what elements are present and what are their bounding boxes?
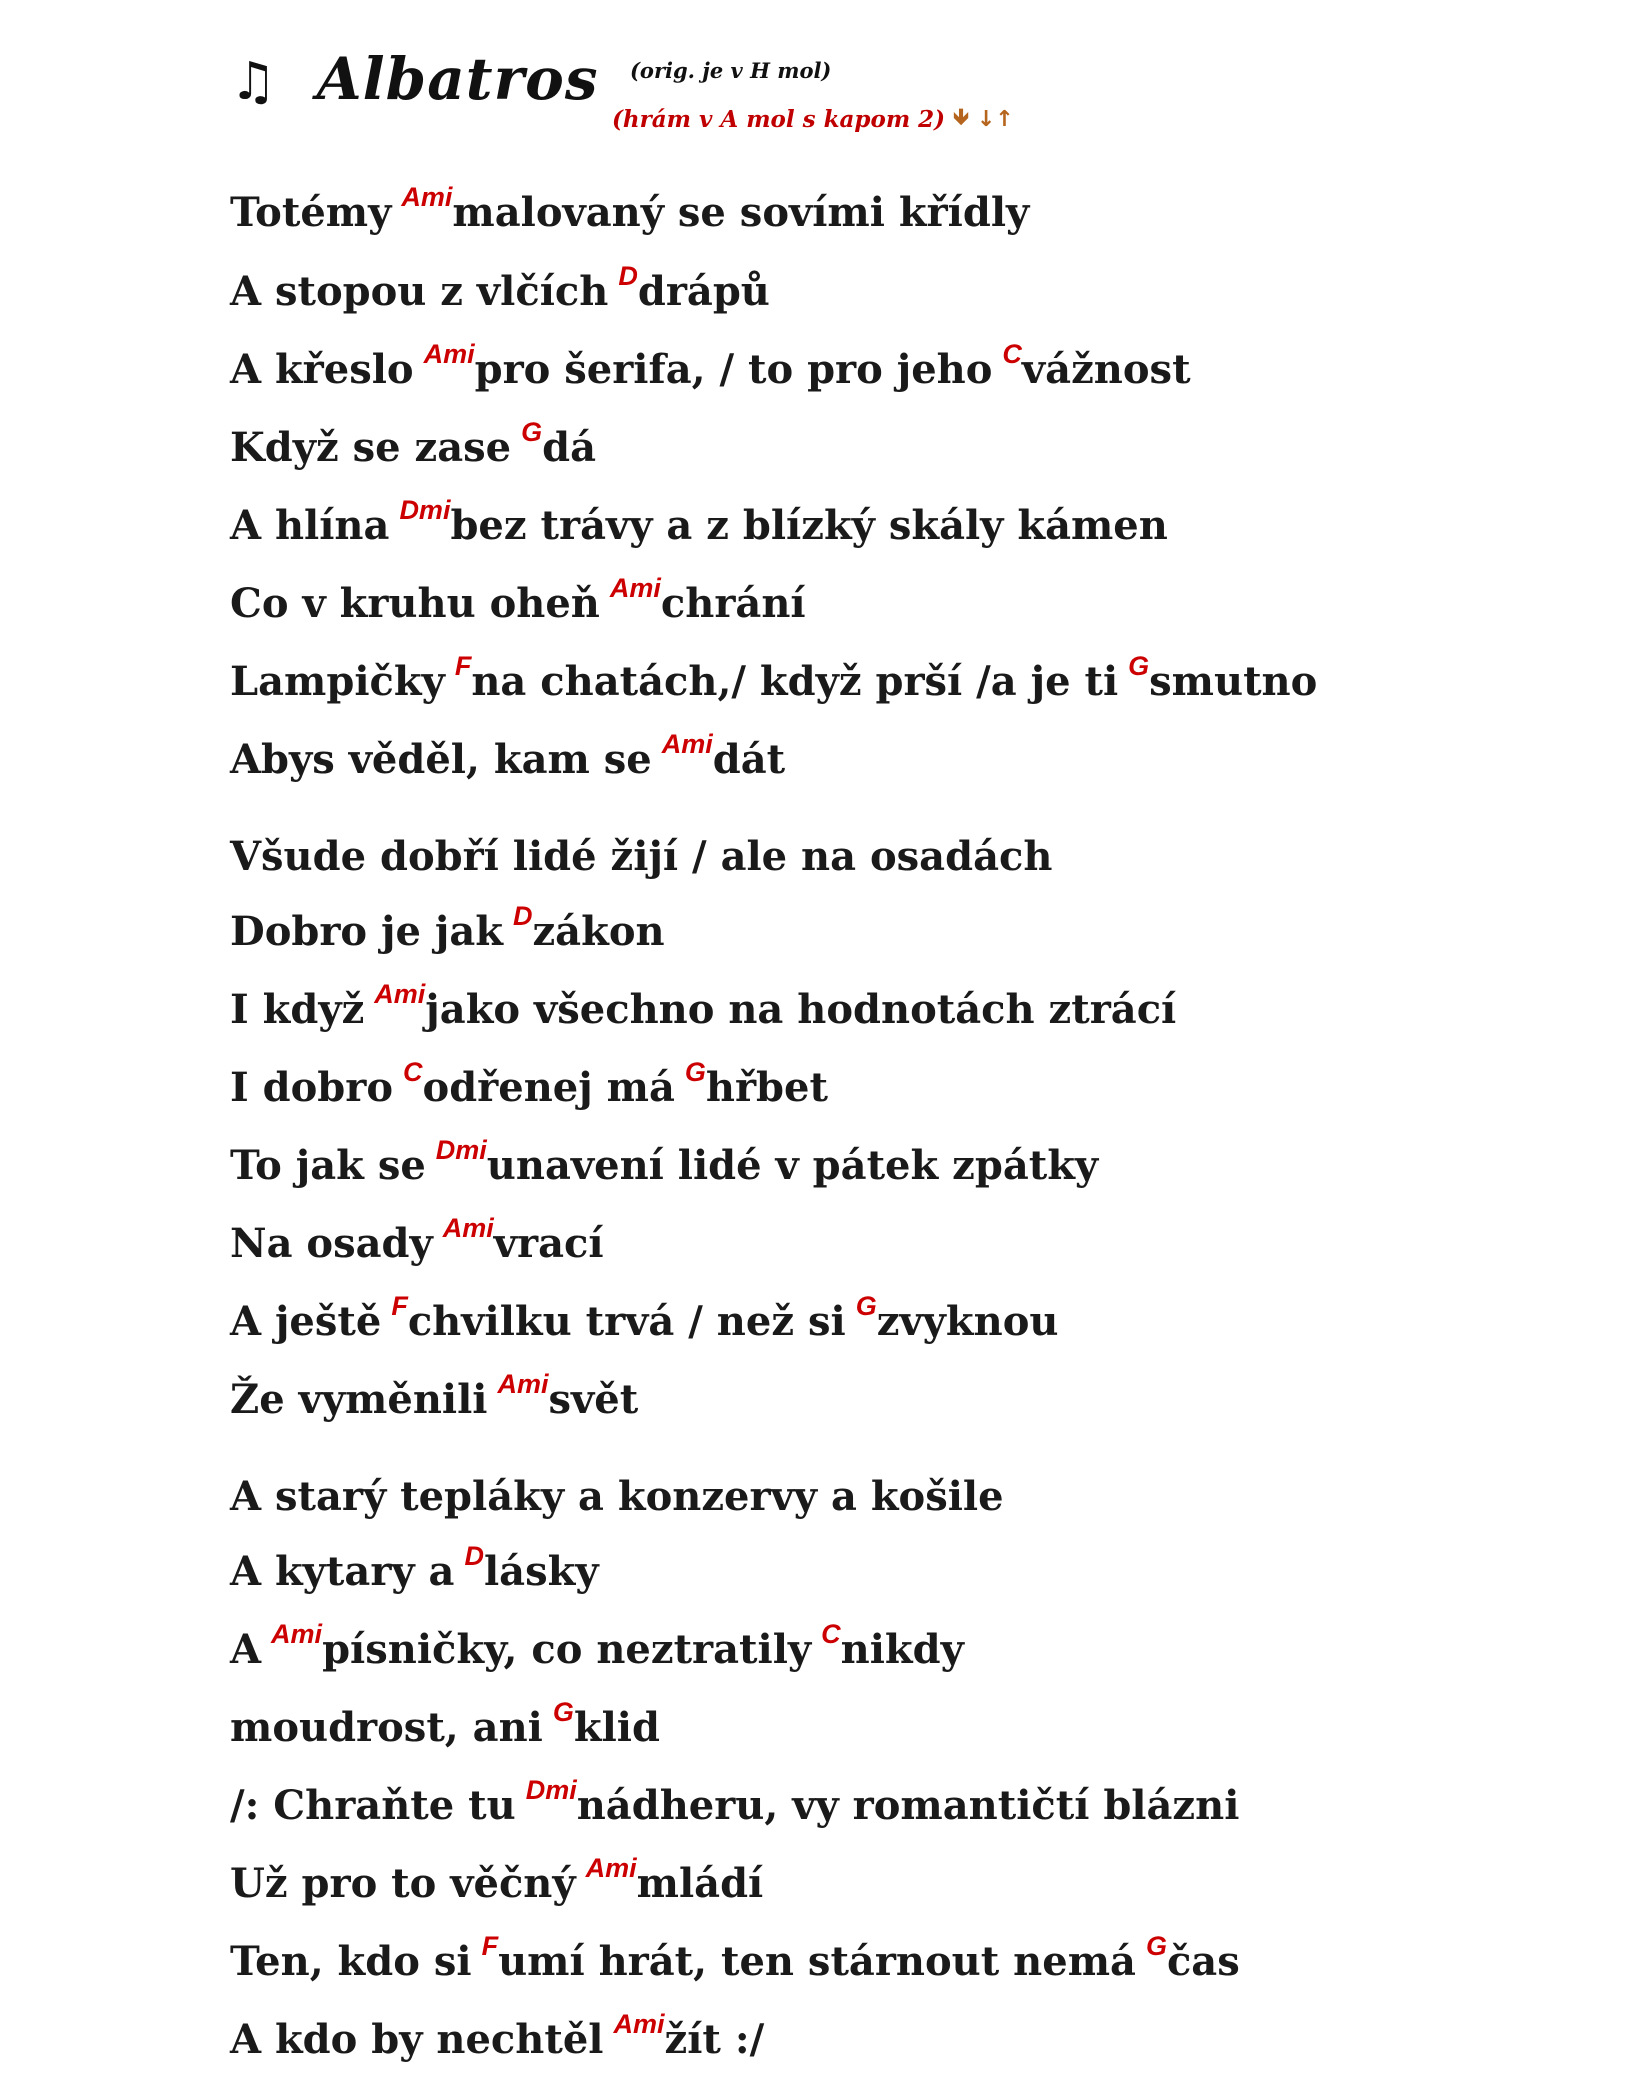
chord-label: G xyxy=(552,1697,574,1727)
lyric-text: /: Chraňte tu xyxy=(230,1782,516,1829)
lyric-text: A xyxy=(230,1626,262,1673)
chord-label: G xyxy=(521,417,543,447)
lyric-text: chvilku trvá / než si xyxy=(407,1298,846,1345)
chord-label: C xyxy=(821,1619,841,1649)
lyric-text: A křeslo xyxy=(230,346,414,393)
lyric-text: Co v kruhu oheň xyxy=(230,580,600,627)
lyric-line xyxy=(230,901,665,955)
transpose-toggle-icon[interactable]: ↓↑ xyxy=(976,106,1014,132)
lyric-line xyxy=(230,1775,1240,1829)
chord-label: Ami xyxy=(661,729,713,759)
lyric-line xyxy=(230,261,770,315)
chord-label: G xyxy=(855,1291,877,1321)
song-title: Albatros xyxy=(316,45,599,113)
transpose-down-icon[interactable]: 🡻 xyxy=(953,105,969,130)
lyric-text: lásky xyxy=(483,1548,599,1595)
chord-label: Ami xyxy=(497,1369,549,1399)
lyric-text: vážnost xyxy=(1021,346,1191,393)
chord-label: Ami xyxy=(401,182,453,212)
chord-label: D xyxy=(464,1541,484,1571)
chord-label: F xyxy=(481,1931,499,1961)
lyric-text: Dobro je jak xyxy=(230,908,503,955)
chord-label: Ami xyxy=(613,2009,665,2039)
lyric-text: A ještě xyxy=(230,1298,382,1345)
lyric-text: odřenej má xyxy=(422,1064,675,1111)
music-note-icon: ♫ xyxy=(230,52,277,112)
chord-label: Ami xyxy=(374,979,426,1009)
lyric-line xyxy=(230,1369,639,1423)
chord-label: F xyxy=(391,1291,408,1321)
lyric-text: chrání xyxy=(660,580,806,627)
lyric-text: nádheru, vy romantičtí blázni xyxy=(576,1782,1240,1829)
chord-label: D xyxy=(618,261,638,291)
lyric-text: na chatách,/ když prší /a je ti xyxy=(471,658,1119,705)
lyric-text: dá xyxy=(542,424,597,471)
lyric-text: A starý tepláky a konzervy a košile xyxy=(230,1473,1004,1520)
lyric-line xyxy=(230,1853,764,1907)
lyric-text: Když se zase xyxy=(230,424,512,471)
lyric-text: I dobro xyxy=(230,1064,394,1111)
lyric-text: Abys věděl, kam se xyxy=(230,736,652,783)
lyric-line xyxy=(230,2009,765,2063)
lyric-line xyxy=(230,1541,599,1595)
lyric-text: čas xyxy=(1166,1938,1240,1985)
chord-label: C xyxy=(403,1057,423,1087)
lyric-text: Na osady xyxy=(230,1220,433,1267)
lyric-text: svět xyxy=(548,1376,639,1423)
lyric-line xyxy=(230,182,1030,236)
lyric-text: smutno xyxy=(1149,658,1318,705)
lyric-text: A kdo by nechtěl xyxy=(230,2016,604,2063)
lyric-line xyxy=(230,1213,604,1267)
original-key-note: (orig. je v H mol) xyxy=(630,58,832,83)
chord-label: G xyxy=(684,1057,706,1087)
lyric-text: mládí xyxy=(636,1860,764,1907)
lyric-line xyxy=(230,573,806,627)
capo-note: (hrám v A mol s kapom 2) xyxy=(612,105,946,133)
chord-label: Dmi xyxy=(435,1135,487,1165)
chord-label: G xyxy=(1145,1931,1167,1961)
lyric-text: vrací xyxy=(493,1220,604,1267)
lyric-line xyxy=(230,729,786,783)
chord-label: Ami xyxy=(271,1619,323,1649)
lyric-text: Všude dobří lidé žijí / ale na osadách xyxy=(230,833,1053,880)
chord-label: Ami xyxy=(423,339,475,369)
chord-label: F xyxy=(454,651,472,681)
lyric-text: A hlína xyxy=(230,502,390,549)
lyric-line xyxy=(230,1135,1099,1189)
lyric-text: umí hrát, ten stárnout nemá xyxy=(498,1938,1136,1985)
lyric-text: unavení lidé v pátek zpátky xyxy=(486,1142,1099,1189)
title-row xyxy=(230,28,599,113)
lyric-text: pro šerifa, / to pro jeho xyxy=(474,346,993,393)
lyric-text: drápů xyxy=(637,268,770,315)
chord-label: Dmi xyxy=(525,1775,577,1805)
lyric-line xyxy=(230,979,1177,1033)
lyric-text: klid xyxy=(573,1704,660,1751)
lyric-line xyxy=(230,495,1168,549)
lyric-text: Lampičky xyxy=(230,658,445,705)
lyric-text: jako všechno na hodnotách ztrácí xyxy=(425,986,1177,1033)
lyric-text: hřbet xyxy=(705,1064,828,1111)
chord-label: Ami xyxy=(609,573,661,603)
lyric-text: A stopou z vlčích xyxy=(230,268,609,315)
chord-label: Ami xyxy=(585,1853,637,1883)
chord-label: D xyxy=(512,901,533,931)
lyric-text: Že vyměnili xyxy=(230,1376,488,1423)
lyric-line xyxy=(230,417,597,471)
chord-label: G xyxy=(1128,651,1150,681)
lyric-line xyxy=(230,1057,828,1111)
lyric-text: malovaný se sovími křídly xyxy=(452,189,1030,236)
lyric-line xyxy=(230,833,1053,880)
lyric-text: žít :/ xyxy=(664,2016,765,2063)
chord-label: C xyxy=(1002,339,1022,369)
lyric-line xyxy=(230,1697,660,1751)
lyric-line xyxy=(230,1291,1059,1345)
lyric-text: bez trávy a z blízký skály kámen xyxy=(450,502,1168,549)
lyric-text: nikdy xyxy=(840,1626,964,1673)
lyric-text: Ten, kdo si xyxy=(230,1938,472,1985)
lyric-text: A kytary a xyxy=(230,1548,455,1595)
lyric-line xyxy=(230,339,1191,393)
lyric-text: Totémy xyxy=(230,189,392,236)
lyric-text: písničky, co neztratily xyxy=(322,1626,812,1673)
lyric-text: zvyknou xyxy=(876,1298,1059,1345)
lyric-text: zákon xyxy=(532,908,665,955)
chord-label: Dmi xyxy=(399,495,451,525)
chord-label: Ami xyxy=(442,1213,494,1243)
lyric-text: moudrost, ani xyxy=(230,1704,543,1751)
capo-row xyxy=(612,100,1014,138)
lyric-text: Už pro to věčný xyxy=(230,1860,576,1907)
lyric-line xyxy=(230,1619,964,1673)
lyric-text: I když xyxy=(230,986,365,1033)
lyric-line xyxy=(230,1473,1004,1520)
lyric-line xyxy=(230,1931,1240,1985)
lyric-text: dát xyxy=(712,736,786,783)
lyric-text: To jak se xyxy=(230,1142,426,1189)
lyric-line xyxy=(230,651,1318,705)
